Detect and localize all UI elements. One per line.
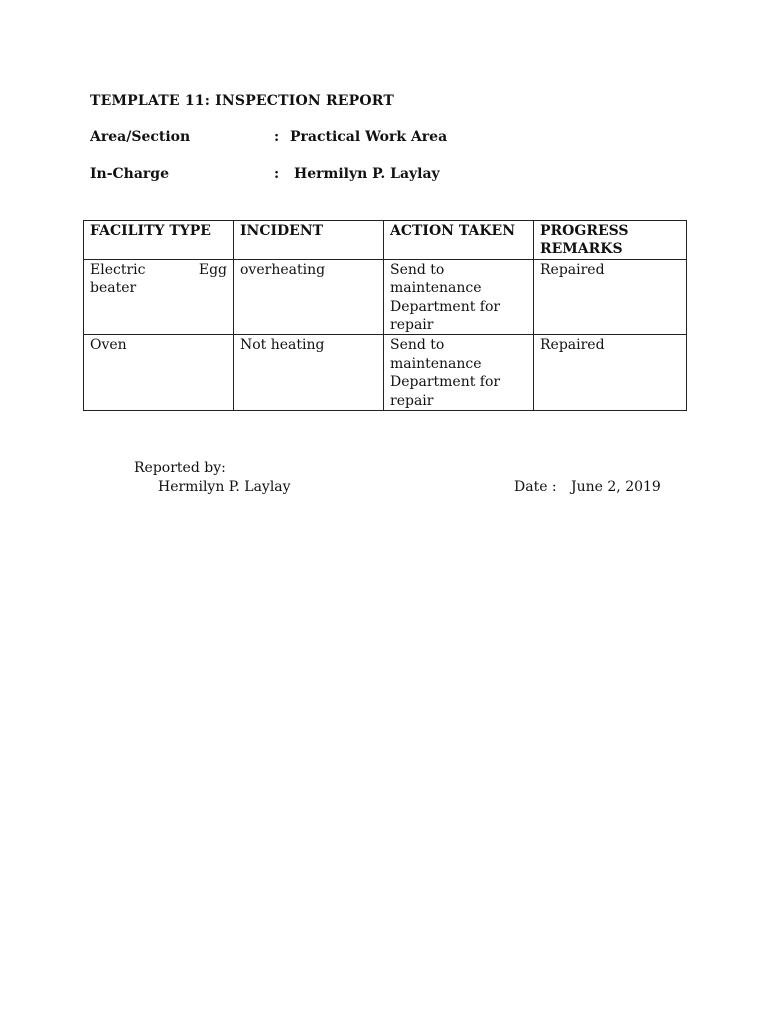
facility-word: Electric bbox=[90, 261, 146, 278]
date-value: June 2, 2019 bbox=[571, 479, 661, 495]
in-charge-row bbox=[90, 166, 690, 186]
reported-by-label: Reported by: bbox=[134, 460, 226, 476]
cell-facility: Oven bbox=[84, 335, 234, 411]
cell-remarks: Repaired bbox=[534, 335, 687, 411]
area-section-label: Area/Section bbox=[90, 129, 191, 145]
facility-line-1 bbox=[90, 261, 227, 279]
area-section-row bbox=[90, 129, 690, 149]
table-row bbox=[84, 335, 687, 411]
cell-action: Send to maintenance Department for repair bbox=[384, 335, 534, 411]
area-section-value: Practical Work Area bbox=[290, 129, 448, 145]
facility-word: beater bbox=[90, 280, 137, 297]
header-progress-remarks: PROGRESS REMARKS bbox=[534, 221, 687, 260]
table-row bbox=[84, 259, 687, 335]
cell-facility bbox=[84, 259, 234, 335]
area-section-colon: : bbox=[274, 129, 280, 145]
facility-word: Egg bbox=[198, 261, 227, 278]
cell-action: Send to maintenance Department for repair bbox=[384, 259, 534, 335]
inspection-table bbox=[83, 220, 687, 411]
header-action-taken: ACTION TAKEN bbox=[384, 221, 534, 260]
table-header-row bbox=[84, 221, 687, 260]
in-charge-value: Hermilyn P. Laylay bbox=[294, 166, 440, 182]
cell-remarks: Repaired bbox=[534, 259, 687, 335]
cell-incident: Not heating bbox=[234, 335, 384, 411]
header-incident: INCIDENT bbox=[234, 221, 384, 260]
date-label: Date : bbox=[514, 479, 557, 495]
reporter-name: Hermilyn P. Laylay bbox=[158, 479, 291, 495]
header-facility-type: FACILITY TYPE bbox=[84, 221, 234, 260]
in-charge-colon: : bbox=[274, 166, 280, 182]
cell-incident: overheating bbox=[234, 259, 384, 335]
in-charge-label: In-Charge bbox=[90, 166, 170, 182]
document-title: TEMPLATE 11: INSPECTION REPORT bbox=[90, 93, 395, 109]
